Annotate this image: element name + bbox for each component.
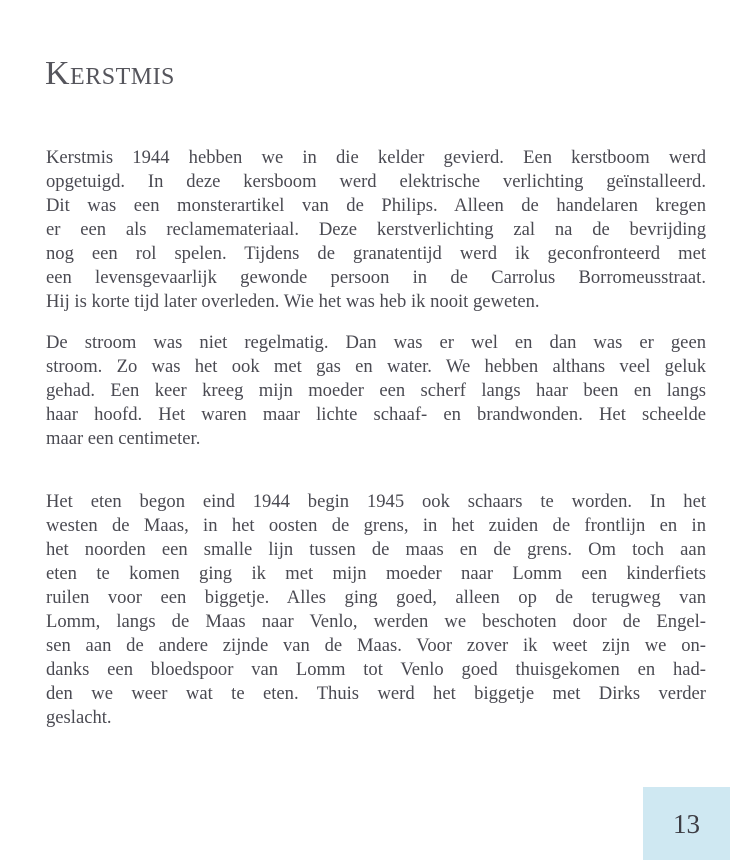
text-line: den we weer wat te eten. Thuis werd het biggetje met Dirks verder [46, 683, 706, 704]
text-line: westen de Maas, in het oosten de grens, in het zuiden de frontlijn en in [46, 515, 706, 536]
text-line: nog een rol spelen. Tijdens de granatentijd werd ik geconfronteerd met [46, 243, 706, 264]
page-number: 13 [673, 809, 700, 839]
text-line: het noorden een smalle lijn tussen de maas en de grens. Om toch aan [46, 539, 706, 560]
text-line: eten te komen ging ik met mijn moeder naar Lomm een kinderfiets [46, 563, 706, 584]
text-line: Kerstmis 1944 hebben we in die kelder gevierd. Een kerstboom werd [46, 147, 706, 168]
text-line: Lomm, langs de Maas naar Venlo, werden we beschoten door de Engel- [46, 611, 706, 632]
text-line: Dit was een monsterartikel van de Philips. Alleen de handelaren kregen [46, 195, 706, 216]
text-line: haar hoofd. Het waren maar lichte schaaf- en brandwonden. Het scheelde [46, 404, 706, 425]
text-line: Hij is korte tijd later overleden. Wie het was heb ik nooit geweten. [46, 291, 540, 312]
page-number-tab [643, 787, 730, 860]
text-line: maar een centimeter. [46, 428, 201, 449]
text-line: er een als reclamemateriaal. Deze kerstverlichting zal na de bevrijding [46, 219, 706, 240]
text-line: een levensgevaarlijk gewonde persoon in de Carrolus Borromeusstraat. [46, 267, 706, 288]
text-line: ruilen voor een biggetje. Alles ging goed, alleen op de terugweg van [46, 587, 706, 608]
text-line: geslacht. [46, 707, 112, 728]
text-line: opgetuigd. In deze kersboom werd elektrische verlichting geïnstalleerd. [46, 171, 706, 192]
text-line: stroom. Zo was het ook met gas en water. We hebben althans veel geluk [46, 356, 706, 377]
paragraph-christmas [46, 146, 706, 314]
text-line: danks een bloedspoor van Lomm tot Venlo goed thuisgekomen en had- [46, 659, 706, 680]
paragraph-power [46, 331, 706, 451]
text-line: sen aan de andere zijnde van de Maas. Voor zover ik weet zijn we on- [46, 635, 706, 656]
text-line: De stroom was niet regelmatig. Dan was er wel en dan was er geen [46, 332, 706, 353]
text-line: Het eten begon eind 1944 begin 1945 ook schaars te worden. In het [46, 491, 706, 512]
paragraph-food [46, 490, 706, 730]
text-line: gehad. Een keer kreeg mijn moeder een scherf langs haar been en langs [46, 380, 706, 401]
chapter-title: Kerstmis [45, 55, 175, 92]
